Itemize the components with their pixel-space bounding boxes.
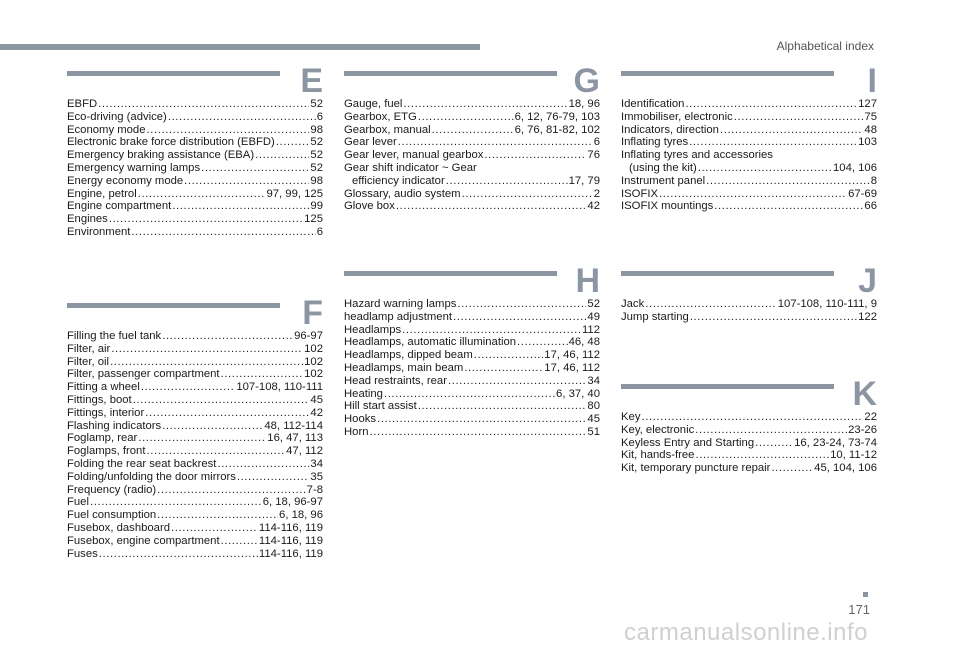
entry-pages: 112 bbox=[581, 323, 600, 336]
entry-label: Flashing indicators bbox=[67, 419, 162, 432]
leader-dots bbox=[645, 298, 777, 311]
leader-dots bbox=[98, 98, 309, 111]
leader-dots bbox=[138, 432, 266, 445]
index-entry bbox=[344, 136, 600, 149]
section-g bbox=[344, 62, 600, 213]
entry-label: Hooks bbox=[344, 413, 377, 426]
section-e bbox=[67, 62, 323, 239]
index-entry bbox=[621, 98, 877, 111]
entry-pages: 18, 96 bbox=[568, 98, 600, 110]
section-header bbox=[67, 62, 323, 100]
entry-label: Keyless Entry and Starting bbox=[621, 436, 755, 449]
entry-pages: 6, 18, 96 bbox=[279, 509, 323, 522]
entry-label: efficiency indicator bbox=[352, 174, 445, 187]
entry-label: Frequency (radio) bbox=[67, 483, 157, 496]
index-entry bbox=[67, 420, 323, 433]
leader-dots bbox=[157, 484, 306, 497]
section-h bbox=[344, 262, 600, 439]
entry-pages: 48, 112-114 bbox=[264, 419, 323, 432]
entry-label: Headlamps, automatic illumination bbox=[344, 336, 517, 349]
leader-dots bbox=[695, 424, 847, 437]
index-entry bbox=[67, 175, 323, 188]
leader-dots bbox=[720, 124, 863, 137]
index-entry bbox=[621, 200, 877, 213]
leader-dots bbox=[685, 98, 857, 111]
index-entry bbox=[344, 149, 600, 162]
page-header-title: Alphabetical index bbox=[776, 39, 874, 53]
entry-pages: 52 bbox=[587, 298, 600, 310]
index-entry bbox=[621, 462, 877, 475]
entry-label: Folding/unfolding the door mirrors bbox=[67, 470, 236, 483]
entry-label: Filter, passenger compartment bbox=[67, 368, 220, 381]
index-entry bbox=[67, 149, 323, 162]
leader-dots bbox=[141, 381, 235, 394]
entry-label: Immobiliser, electronic bbox=[621, 110, 733, 123]
section-header bbox=[621, 62, 877, 100]
index-entry bbox=[621, 437, 877, 450]
leader-dots bbox=[403, 98, 567, 111]
index-entry bbox=[344, 426, 600, 439]
entry-label: Gear shift indicator ~ Gear bbox=[344, 161, 477, 174]
leader-dots bbox=[157, 509, 278, 522]
entry-pages: 35 bbox=[310, 470, 323, 483]
leader-dots bbox=[453, 311, 586, 324]
entry-pages: 114-116, 119 bbox=[258, 534, 323, 547]
entry-label: Filter, oil bbox=[67, 355, 110, 368]
leader-dots bbox=[484, 149, 586, 162]
entry-pages: 52 bbox=[310, 149, 323, 162]
index-entry bbox=[344, 175, 600, 188]
index-entry bbox=[67, 496, 323, 509]
leader-dots bbox=[162, 420, 263, 433]
section-header bbox=[621, 375, 877, 413]
entry-label: Fittings, interior bbox=[67, 406, 145, 419]
index-entry bbox=[344, 200, 600, 213]
section-letter: F bbox=[302, 294, 323, 332]
index-entry bbox=[67, 356, 323, 369]
section-letter: H bbox=[575, 262, 600, 300]
leader-dots bbox=[377, 413, 586, 426]
leader-dots bbox=[171, 522, 258, 535]
entry-label: Emergency braking assistance (EBA) bbox=[67, 149, 255, 162]
entry-label: Fuel bbox=[67, 496, 89, 509]
entry-pages: 17, 79 bbox=[568, 174, 600, 187]
entry-pages: 127 bbox=[858, 98, 877, 110]
entry-pages: 47, 112 bbox=[286, 445, 323, 458]
index-entry bbox=[621, 311, 877, 324]
entry-label: ISOFIX mountings bbox=[621, 200, 714, 213]
index-entry bbox=[621, 188, 877, 201]
index-entry bbox=[621, 124, 877, 137]
entry-pages: 10, 11-12 bbox=[830, 449, 877, 462]
entry-label: Hill start assist bbox=[344, 400, 417, 413]
leader-dots bbox=[698, 162, 832, 175]
leader-dots bbox=[706, 175, 870, 188]
entry-label: Hazard warning lamps bbox=[344, 298, 457, 310]
entry-pages: 125 bbox=[304, 213, 323, 226]
index-entry bbox=[621, 175, 877, 188]
index-entry bbox=[67, 471, 323, 484]
index-entry bbox=[344, 413, 600, 426]
index-entry bbox=[344, 124, 600, 137]
entry-pages: 102 bbox=[304, 355, 323, 368]
end-marker bbox=[863, 592, 868, 597]
entry-pages: 80 bbox=[587, 400, 600, 413]
entry-pages: 52 bbox=[310, 98, 323, 110]
index-entry bbox=[621, 449, 877, 462]
entry-pages: 6, 76, 81-82, 102 bbox=[514, 123, 600, 136]
entry-pages: 107-108, 110-111, 9 bbox=[777, 298, 877, 310]
entry-pages: 99 bbox=[310, 200, 323, 213]
entry-pages: 103 bbox=[858, 136, 877, 149]
entry-label: Horn bbox=[344, 425, 369, 438]
leader-dots bbox=[276, 136, 310, 149]
leader-dots bbox=[168, 111, 316, 124]
entry-label: Key bbox=[621, 411, 641, 423]
leader-dots bbox=[690, 311, 857, 324]
entry-label: Headlamps, main beam bbox=[344, 361, 464, 374]
entry-label: (using the kit) bbox=[629, 161, 697, 174]
leader-dots bbox=[138, 188, 266, 201]
entry-pages: 17, 46, 112 bbox=[544, 349, 600, 362]
entry-label: Heating bbox=[344, 387, 383, 400]
leader-dots bbox=[771, 462, 813, 475]
leader-dots bbox=[418, 111, 514, 124]
entry-label: Gear lever bbox=[344, 136, 397, 149]
section-rule bbox=[344, 271, 557, 276]
leader-dots bbox=[162, 330, 293, 343]
entry-pages: 46, 48 bbox=[568, 336, 600, 349]
leader-dots bbox=[689, 136, 857, 149]
section-f bbox=[67, 294, 323, 560]
index-entry bbox=[67, 458, 323, 471]
section-rule bbox=[621, 271, 834, 276]
index-entry bbox=[621, 162, 877, 175]
leader-dots bbox=[462, 188, 593, 201]
index-entry bbox=[67, 343, 323, 356]
entry-pages: 102 bbox=[304, 342, 323, 355]
leader-dots bbox=[695, 449, 829, 462]
index-entry bbox=[344, 362, 600, 375]
index-entry bbox=[67, 330, 323, 343]
entry-pages: 51 bbox=[587, 425, 600, 438]
entry-list bbox=[67, 98, 323, 239]
index-entry bbox=[67, 407, 323, 420]
entry-label: Identification bbox=[621, 98, 685, 110]
entry-pages: 6 bbox=[316, 110, 323, 123]
entry-pages: 49 bbox=[587, 310, 600, 323]
entry-label: Headlamps, dipped beam bbox=[344, 349, 473, 362]
leader-dots bbox=[457, 298, 586, 311]
section-rule bbox=[344, 71, 557, 76]
leader-dots bbox=[221, 535, 258, 548]
entry-list bbox=[621, 98, 877, 213]
entry-pages: 23-26 bbox=[848, 423, 877, 436]
index-entry bbox=[621, 111, 877, 124]
entry-label: Filter, air bbox=[67, 342, 111, 355]
entry-label: Gearbox, manual bbox=[344, 123, 431, 136]
index-entry bbox=[344, 111, 600, 124]
entry-pages: 48 bbox=[864, 123, 877, 136]
entry-label: Folding the rear seat backrest bbox=[67, 457, 217, 470]
entry-label: Glove box bbox=[344, 200, 395, 213]
index-entry bbox=[67, 484, 323, 497]
entry-pages: 6, 37, 40 bbox=[556, 387, 600, 400]
leader-dots bbox=[201, 162, 309, 175]
index-entry bbox=[621, 149, 877, 162]
entry-pages: 76 bbox=[587, 149, 600, 162]
entry-label: Kit, temporary puncture repair bbox=[621, 462, 771, 475]
entry-label: ISOFIX bbox=[621, 187, 659, 200]
index-entry bbox=[344, 311, 600, 324]
leader-dots bbox=[109, 213, 303, 226]
section-letter: K bbox=[852, 375, 877, 413]
leader-dots bbox=[145, 407, 309, 420]
entry-pages: 6 bbox=[593, 136, 600, 149]
leader-dots bbox=[111, 343, 303, 356]
entry-pages: 42 bbox=[587, 200, 600, 213]
leader-dots bbox=[146, 445, 285, 458]
section-letter: E bbox=[300, 62, 323, 100]
index-entry bbox=[67, 136, 323, 149]
entry-label: EBFD bbox=[67, 98, 98, 110]
entry-pages: 8 bbox=[870, 174, 877, 187]
leader-dots bbox=[448, 375, 586, 388]
index-entry bbox=[621, 424, 877, 437]
entry-pages: 52 bbox=[310, 136, 323, 149]
entry-list bbox=[621, 298, 877, 324]
index-entry bbox=[621, 411, 877, 424]
leader-dots bbox=[90, 496, 262, 509]
entry-label: Inflating tyres bbox=[621, 136, 689, 149]
section-k bbox=[621, 375, 877, 475]
index-entry bbox=[621, 298, 877, 311]
entry-label: Inflating tyres and accessories bbox=[621, 149, 773, 162]
leader-dots bbox=[418, 400, 587, 413]
index-entry bbox=[67, 368, 323, 381]
entry-label: Indicators, direction bbox=[621, 123, 719, 136]
entry-label: Jump starting bbox=[621, 310, 689, 323]
entry-pages: 45 bbox=[310, 393, 323, 406]
entry-list bbox=[67, 330, 323, 560]
entry-pages: 114-116, 119 bbox=[258, 521, 323, 534]
leader-dots bbox=[221, 368, 304, 381]
leader-dots bbox=[110, 356, 303, 369]
index-entry bbox=[67, 394, 323, 407]
leader-dots bbox=[402, 324, 581, 337]
leader-dots bbox=[446, 175, 568, 188]
entry-pages: 75 bbox=[864, 110, 877, 123]
section-letter: I bbox=[867, 62, 877, 100]
section-header bbox=[621, 262, 877, 300]
entry-pages: 52 bbox=[310, 161, 323, 174]
leader-dots bbox=[432, 124, 514, 137]
entry-list bbox=[344, 298, 600, 439]
entry-label: Key, electronic bbox=[621, 423, 695, 436]
index-entry bbox=[67, 188, 323, 201]
index-entry bbox=[344, 336, 600, 349]
index-entry bbox=[67, 162, 323, 175]
index-entry bbox=[67, 522, 323, 535]
leader-dots bbox=[755, 437, 793, 450]
leader-dots bbox=[659, 188, 847, 201]
index-entry bbox=[67, 213, 323, 226]
section-rule bbox=[67, 303, 280, 308]
entry-pages: 16, 47, 113 bbox=[267, 432, 323, 445]
entry-label: Economy mode bbox=[67, 123, 146, 136]
index-entry bbox=[67, 535, 323, 548]
entry-label: Eco-driving (advice) bbox=[67, 110, 167, 123]
leader-dots bbox=[184, 175, 309, 188]
index-entry bbox=[67, 226, 323, 239]
entry-pages: 66 bbox=[864, 200, 877, 213]
entry-list bbox=[344, 98, 600, 213]
index-entry bbox=[67, 445, 323, 458]
leader-dots bbox=[237, 471, 310, 484]
entry-pages: 6, 18, 96-97 bbox=[262, 496, 323, 509]
entry-pages: 45 bbox=[587, 413, 600, 426]
section-rule bbox=[621, 384, 834, 389]
leader-dots bbox=[147, 124, 310, 137]
index-entry bbox=[67, 548, 323, 561]
entry-pages: 6 bbox=[316, 225, 323, 238]
entry-pages: 96-97 bbox=[294, 330, 323, 342]
leader-dots bbox=[396, 200, 587, 213]
entry-label: Engines bbox=[67, 213, 108, 226]
entry-label: Engine compartment bbox=[67, 200, 172, 213]
entry-label: Fittings, boot bbox=[67, 393, 132, 406]
leader-dots bbox=[384, 388, 555, 401]
entry-label: Fuel consumption bbox=[67, 509, 157, 522]
leader-dots bbox=[398, 136, 593, 149]
entry-pages: 22 bbox=[864, 411, 877, 423]
entry-label: headlamp adjustment bbox=[344, 310, 453, 323]
entry-label: Environment bbox=[67, 225, 131, 238]
index-entry bbox=[67, 432, 323, 445]
entry-pages: 104, 106 bbox=[833, 161, 877, 174]
page-number: 171 bbox=[848, 602, 870, 617]
entry-label: Energy economy mode bbox=[67, 174, 184, 187]
leader-dots bbox=[641, 411, 863, 424]
entry-list bbox=[621, 411, 877, 475]
index-entry bbox=[344, 298, 600, 311]
entry-pages: 97, 99, 125 bbox=[266, 187, 323, 200]
entry-pages: 34 bbox=[587, 374, 600, 387]
entry-label: Glossary, audio system bbox=[344, 187, 461, 200]
index-entry bbox=[67, 111, 323, 124]
entry-label: Filling the fuel tank bbox=[67, 330, 162, 342]
entry-label: Gauge, fuel bbox=[344, 98, 403, 110]
index-entry bbox=[67, 200, 323, 213]
entry-label: Gearbox, ETG bbox=[344, 110, 417, 123]
entry-pages: 102 bbox=[304, 368, 323, 381]
index-entry bbox=[621, 136, 877, 149]
leader-dots bbox=[131, 226, 315, 239]
entry-label: Emergency warning lamps bbox=[67, 161, 201, 174]
entry-label: Fusebox, engine compartment bbox=[67, 534, 220, 547]
index-entry bbox=[344, 400, 600, 413]
watermark: carmanualsonline.info bbox=[624, 619, 868, 646]
entry-pages: 17, 46, 112 bbox=[544, 361, 600, 374]
entry-pages: 34 bbox=[310, 457, 323, 470]
entry-label: Headlamps bbox=[344, 323, 402, 336]
entry-label: Fusebox, dashboard bbox=[67, 521, 170, 534]
section-header bbox=[344, 262, 600, 300]
index-entry bbox=[344, 375, 600, 388]
entry-label: Engine, petrol bbox=[67, 187, 137, 200]
index-entry bbox=[344, 324, 600, 337]
entry-label: Instrument panel bbox=[621, 174, 706, 187]
leader-dots bbox=[217, 458, 309, 471]
entry-pages: 16, 23-24, 73-74 bbox=[794, 436, 877, 449]
leader-dots bbox=[370, 426, 587, 439]
index-entry bbox=[344, 388, 600, 401]
leader-dots bbox=[474, 349, 544, 362]
section-letter: J bbox=[858, 262, 877, 300]
entry-label: Electronic brake force distribution (EBFD) bbox=[67, 136, 275, 149]
entry-pages: 98 bbox=[310, 174, 323, 187]
index-entry bbox=[344, 349, 600, 362]
entry-label: Jack bbox=[621, 298, 645, 310]
entry-pages: 98 bbox=[310, 123, 323, 136]
entry-pages: 45, 104, 106 bbox=[814, 462, 877, 475]
section-header bbox=[67, 294, 323, 332]
index-entry bbox=[344, 162, 600, 175]
entry-pages: 114-116, 119 bbox=[258, 547, 323, 560]
entry-label: Foglamp, rear bbox=[67, 432, 138, 445]
section-header bbox=[344, 62, 600, 100]
entry-pages: 7-8 bbox=[306, 483, 323, 496]
leader-dots bbox=[99, 548, 258, 561]
leader-dots bbox=[734, 111, 864, 124]
index-entry bbox=[344, 188, 600, 201]
section-j bbox=[621, 262, 877, 324]
header-bar bbox=[0, 44, 480, 50]
entry-label: Head restraints, rear bbox=[344, 374, 447, 387]
leader-dots bbox=[172, 200, 309, 213]
leader-dots bbox=[255, 149, 309, 162]
index-entry bbox=[344, 98, 600, 111]
section-letter: G bbox=[573, 62, 600, 100]
leader-dots bbox=[517, 336, 568, 349]
entry-pages: 122 bbox=[858, 310, 877, 323]
index-entry bbox=[67, 124, 323, 137]
entry-pages: 107-108, 110-111 bbox=[236, 381, 323, 394]
index-entry bbox=[67, 381, 323, 394]
entry-pages: 67-69 bbox=[848, 187, 877, 200]
entry-pages: 2 bbox=[593, 187, 600, 200]
entry-label: Gear lever, manual gearbox bbox=[344, 149, 484, 162]
section-i bbox=[621, 62, 877, 213]
entry-label: Foglamps, front bbox=[67, 445, 146, 458]
index-entry bbox=[67, 509, 323, 522]
leader-dots bbox=[464, 362, 543, 375]
entry-label: Kit, hands-free bbox=[621, 449, 695, 462]
entry-label: Fitting a wheel bbox=[67, 381, 140, 394]
entry-label: Fuses bbox=[67, 547, 98, 560]
leader-dots bbox=[714, 200, 863, 213]
section-rule bbox=[621, 71, 834, 76]
leader-dots bbox=[133, 394, 310, 407]
entry-pages: 6, 12, 76-79, 103 bbox=[514, 110, 600, 123]
entry-pages: 42 bbox=[310, 406, 323, 419]
section-rule bbox=[67, 71, 280, 76]
index-entry bbox=[67, 98, 323, 111]
